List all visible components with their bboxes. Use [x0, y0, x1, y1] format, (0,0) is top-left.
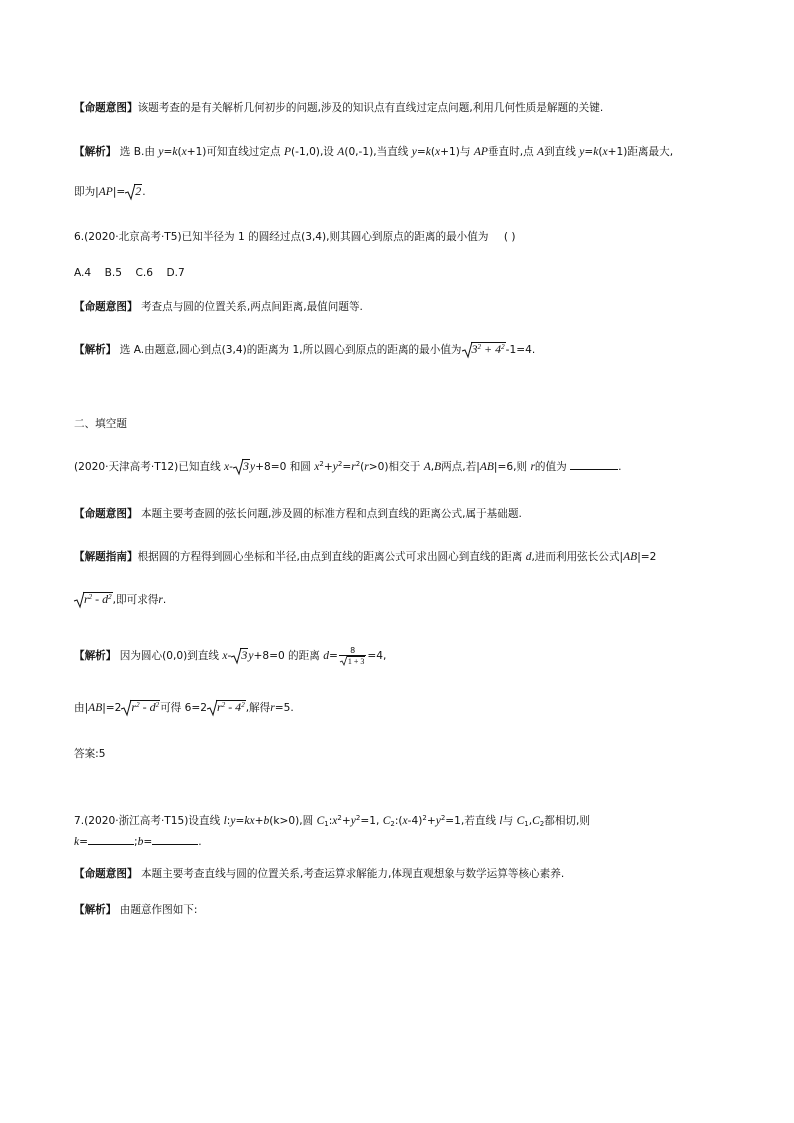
- q6-analysis-text: 选 A.由题意,圆心到点(3,4)的距离为 1,所以圆心到原点的距离的最小值为: [119, 344, 462, 356]
- p5-analysis-text: 可知直线过定点: [206, 146, 281, 158]
- q7-stem-text: .: [198, 836, 202, 848]
- fill1-stem-text: 的值为: [534, 461, 567, 473]
- math-point-p: P(-1,0): [283, 146, 320, 158]
- answer-paren: ( ): [503, 231, 516, 243]
- fill1-stem: [74, 459, 621, 475]
- q6-intent-line: [74, 299, 363, 315]
- math-var-d: d: [323, 650, 329, 662]
- answer-value: 5: [98, 748, 106, 760]
- p5-analysis-text: 垂直时,点: [487, 146, 534, 158]
- fill1-guide-text: ,进而利用弦长公式|: [531, 551, 624, 563]
- radical-sign-icon: [207, 700, 219, 716]
- p5-analysis-text: ,设: [319, 146, 334, 158]
- intent-label: 【命题意图】: [74, 868, 138, 880]
- section-title: 二、填空题: [74, 418, 127, 430]
- intent-label: 【命题意图】: [74, 301, 138, 313]
- radical-sign-icon: [121, 700, 133, 716]
- intent-label: 【命题意图】: [74, 102, 138, 114]
- fraction-numerator: 8: [339, 646, 367, 656]
- p5-intent-line: [74, 100, 603, 116]
- fill1-analysis-text: |=2: [102, 702, 122, 714]
- fill1-stem-text: 相交于: [388, 461, 421, 473]
- fill1-stem-text: +8=0 和圆: [255, 461, 311, 473]
- fill1-analysis-text: 可得 6=2: [160, 702, 208, 714]
- radical-sign-icon: [233, 459, 245, 475]
- fill1-analysis-text: 因为圆心(0,0)到直线: [119, 650, 220, 662]
- q6-options: [74, 265, 185, 281]
- math-line-eq: l:y=kx+b: [223, 815, 270, 827]
- math-segment-ab: AB: [479, 461, 494, 473]
- q6-stem: [74, 229, 515, 245]
- math-line-eq: y=k(x+1): [411, 146, 460, 158]
- radical-sign-icon: [74, 592, 86, 608]
- q7-stem-text: 都相切,则: [544, 815, 590, 827]
- fill1-guide-text: 根据圆的方程得到圆心坐标和半径,由点到直线的距离公式可求出圆心到直线的距离: [137, 551, 523, 563]
- radical-sign-icon: [125, 184, 137, 200]
- fill1-intent-line: [74, 506, 522, 522]
- fill1-analysis-line: 【解析】 因为圆心(0,0)到直线 x- 3y+8=0 的距离 d= $\frac{8}{1 + 3}$ =4,: [74, 646, 387, 666]
- math-segment-ab: AB: [623, 551, 638, 563]
- p5-analysis-line: [74, 144, 673, 160]
- math-line-eq: y=k(x+1): [158, 146, 207, 158]
- math-var-r: r: [270, 702, 275, 714]
- p5-analysis-text: 距离最大,: [627, 146, 674, 158]
- answer-label: 答案:: [74, 748, 99, 760]
- q7-stem-text: =1,: [360, 815, 380, 827]
- fill1-intent-text: 本题主要考查圆的弦长问题,涉及圆的标准方程和点到直线的距离公式,属于基础题.: [140, 508, 522, 520]
- fill1-guide-text: ,即可求得: [112, 594, 159, 606]
- fill1-answer-line: [74, 746, 106, 762]
- q7-stem-text: (k>0),圆: [269, 815, 314, 827]
- answer-blank-b[interactable]: [152, 844, 198, 845]
- q7-intent-line: [74, 866, 564, 882]
- distance-fraction: [339, 646, 367, 666]
- math-var-d: d: [525, 551, 532, 563]
- p5-analysis-text: 选 B.由: [119, 146, 155, 158]
- math-var-k: k: [74, 836, 80, 848]
- math-segment-ab: AB: [88, 702, 103, 714]
- guide-label: 【解题指南】: [74, 551, 138, 563]
- q7-stem-text: =1,若直线: [445, 815, 497, 827]
- fill1-guide-line2: [74, 592, 166, 608]
- analysis-label: 【解析】: [74, 146, 117, 158]
- radical-sign-icon: [462, 342, 474, 358]
- analysis-label: 【解析】: [74, 650, 117, 662]
- math-segment-ap: AP: [473, 146, 488, 158]
- math-circle-c1: $C_1:x^2+y^2$: [316, 814, 361, 828]
- q7-stem-text: 7.(2020·浙江高考·T15)设直线: [74, 815, 221, 827]
- p5-analysis-line2: 即为|AP|= 2.: [74, 184, 146, 198]
- math-circle-c2: $C_2:(x-4)^2+y^2$: [382, 814, 446, 828]
- math-var-b: b: [137, 836, 144, 848]
- sqrt-expression: $r^2 - 4^2$: [207, 700, 246, 716]
- radical-sign-icon: [340, 656, 348, 666]
- p5-analysis-text: 与: [459, 146, 471, 158]
- q7-stem-text: 与: [502, 815, 514, 827]
- fill1-stem-text: (2020·天津高考·T12)已知直线: [74, 461, 221, 473]
- fill1-stem-text: .: [618, 461, 622, 473]
- math-circles: $C_1,C_2$: [516, 815, 545, 828]
- q6-analysis-line: [74, 342, 535, 358]
- math-var-r: r: [158, 594, 163, 606]
- analysis-label: 【解析】: [74, 904, 117, 916]
- sqrt-expression: 2: [125, 184, 142, 200]
- q6-stem-text: 6.(2020·北京高考·T5)已知半径为 1 的圆经过点(3,4),则其圆心到原点的距离的最小值为: [74, 231, 489, 243]
- math-point-a-label: A: [537, 146, 545, 158]
- math-line-eq: x- 3y: [224, 459, 256, 473]
- fill1-analysis-text: =5.: [274, 702, 294, 714]
- fill1-analysis-text: ,解得: [245, 702, 271, 714]
- q7-analysis-text: 由题意作图如下:: [119, 904, 198, 916]
- sqrt-expression: $r^2 - d^2$: [74, 592, 113, 608]
- p5-analysis-text: 即为|: [74, 186, 99, 198]
- math-segment-ap: AP: [98, 186, 113, 198]
- answer-blank-k[interactable]: [88, 844, 134, 845]
- q7-stem-line2: k= ;b= .: [74, 836, 202, 848]
- fill1-stem-text: |=6,则: [493, 461, 528, 473]
- math-line-eq: x- 3y: [222, 648, 254, 662]
- p5-analysis-text: 到直线: [544, 146, 576, 158]
- fill1-guide-line: [74, 549, 656, 565]
- fill1-analysis-line2: [74, 700, 294, 716]
- fill1-analysis-text: +8=0 的距离: [253, 650, 320, 662]
- fill1-analysis-text: 由|: [74, 702, 89, 714]
- math-circle-eq: $x^2+y^2=r^2(r>0)$: [314, 460, 389, 473]
- p5-intent-text: 该题考查的是有关解析几何初步的问题,涉及的知识点有直线过定点问题,利用几何性质是解题的关键.: [137, 102, 604, 114]
- math-line-eq: y=k(x+1): [579, 146, 628, 158]
- fill1-analysis-text: =4,: [367, 650, 387, 662]
- fill1-stem-text: 两点,若|: [441, 461, 480, 473]
- p5-analysis-text: |=: [112, 186, 126, 198]
- math-var-r: r: [530, 461, 535, 473]
- analysis-label: 【解析】: [74, 344, 117, 356]
- q7-analysis-line: [74, 902, 197, 918]
- q7-intent-text: 本题主要考查直线与圆的位置关系,考查运算求解能力,体现直观想象与数学运算等核心素养.: [140, 868, 565, 880]
- q6-intent-text: 考查点与圆的位置关系,两点间距离,最值问题等.: [140, 301, 363, 313]
- q6-analysis-text: -1=4.: [505, 344, 536, 356]
- fill1-guide-text: .: [162, 594, 167, 606]
- radical-sign-icon: [231, 648, 243, 664]
- math-var-l: l: [499, 815, 503, 827]
- q7-stem: [74, 813, 590, 829]
- answer-blank[interactable]: [570, 469, 618, 470]
- sqrt-expression: $3^2 + 4^2$: [462, 342, 506, 358]
- fill1-guide-text: |=2: [637, 551, 657, 563]
- sqrt-expression: $r^2 - d^2$: [121, 700, 160, 716]
- p5-analysis-text: ,当直线: [373, 146, 409, 158]
- fraction-radicand: 1 + 3: [347, 657, 365, 666]
- section-heading: [74, 416, 127, 432]
- math-point-a: A(0,-1): [337, 146, 374, 158]
- fraction-denominator: [339, 656, 367, 666]
- q6-options-text: A.4 B.5 C.6 D.7: [74, 267, 185, 279]
- intent-label: 【命题意图】: [74, 508, 138, 520]
- math-points-ab: A,B: [423, 461, 442, 473]
